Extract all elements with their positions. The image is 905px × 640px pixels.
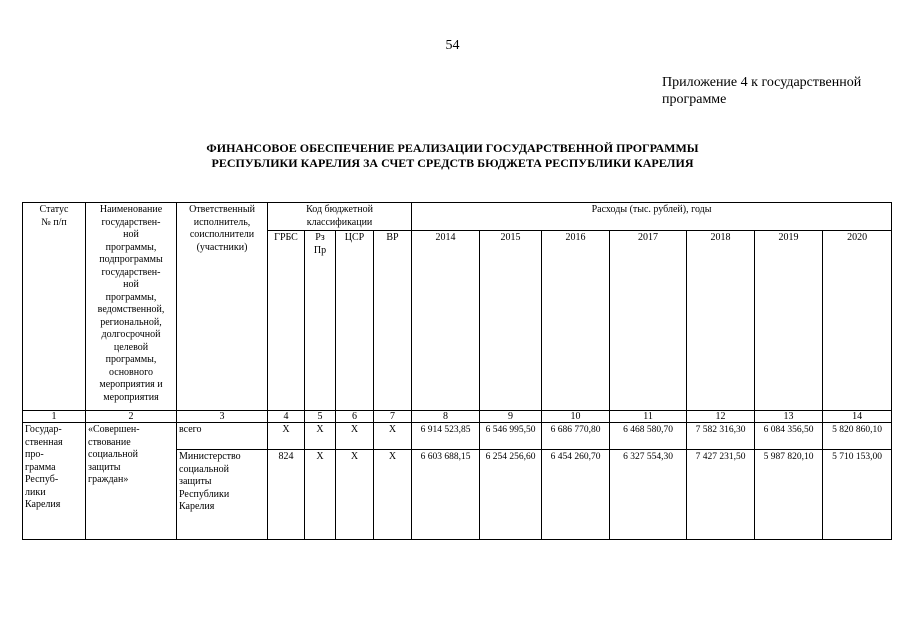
header-expenses: Расходы (тыс. рублей), годы [412, 203, 892, 231]
text-line: основного [109, 366, 153, 378]
text-line: государствен- [101, 266, 161, 278]
appendix-line: программе [662, 92, 727, 107]
text-line: мероприятия и [99, 379, 163, 390]
text-line: «Совершен- [88, 424, 140, 435]
document-title [0, 141, 905, 171]
text-line: программы, [105, 241, 157, 253]
column-number: 2 [86, 411, 177, 423]
text-line: защиты [88, 461, 121, 473]
header-csr: ЦСР [336, 231, 374, 411]
page-number: 54 [445, 38, 460, 53]
column-number-row [23, 411, 892, 423]
column-number: 8 [412, 411, 480, 423]
header-year: 2020 [823, 231, 892, 411]
appendix-line: Приложение 4 к государственной [662, 75, 862, 90]
header-status [23, 203, 86, 411]
code-csr: Х [336, 423, 374, 450]
text-line: государствен- [101, 216, 161, 228]
text-line: (участники) [196, 241, 248, 253]
column-number: 9 [480, 411, 542, 423]
header-year: 2014 [412, 231, 480, 411]
text-line: Государ- [25, 424, 62, 435]
code-rzpr: Х [305, 450, 336, 540]
header-row-top [23, 203, 892, 231]
column-number: 7 [374, 411, 412, 423]
text-line: программы, [105, 291, 157, 303]
program-name [86, 423, 177, 540]
text-line: социальной [88, 449, 138, 460]
text-line: региональной, [100, 316, 162, 328]
code-grbs: 824 [268, 450, 305, 540]
text-line: ведомственной, [97, 304, 165, 315]
header-year: 2015 [480, 231, 542, 411]
executor-cell [177, 423, 268, 450]
title-line: РЕСПУБЛИКИ КАРЕЛИЯ ЗА СЧЕТ СРЕДСТВ БЮДЖЕТА РЕСПУБЛИКИ КАРЕЛИЯ [211, 156, 694, 170]
column-number: 14 [823, 411, 892, 423]
text-line: соисполнители [189, 229, 255, 240]
text-line: Карелия [25, 499, 61, 510]
code-grbs: Х [268, 423, 305, 450]
column-number: 3 [177, 411, 268, 423]
code-vr: Х [374, 423, 412, 450]
header-rzpr [305, 231, 336, 411]
text-line: долгосрочной [101, 329, 161, 340]
header-budget-code [268, 203, 412, 231]
header-year: 2017 [610, 231, 687, 411]
text-line: Министерство [179, 451, 241, 462]
text-line: граждан» [88, 474, 129, 485]
column-number: 5 [305, 411, 336, 423]
text-line: Ответственный [189, 204, 255, 215]
column-number: 13 [755, 411, 823, 423]
financing-table [22, 202, 892, 540]
text-line: целевой [113, 341, 149, 353]
text-line: социальной [179, 463, 229, 475]
column-number: 1 [23, 411, 86, 423]
header-name [86, 203, 177, 411]
text-line: подпрограммы [99, 254, 163, 265]
text-line: классификации [306, 216, 373, 228]
text-line: Наименование [99, 204, 163, 215]
text-line: Код бюджетной [306, 204, 373, 215]
header-grbs: ГРБС [268, 231, 305, 411]
expense-value: 6 254 256,60 [480, 450, 542, 540]
text-line: Республики [179, 488, 230, 500]
expense-value: 5 710 153,00 [823, 450, 892, 540]
expense-value: 5 987 820,10 [755, 450, 823, 540]
text-line: Респуб- [25, 474, 59, 485]
expense-value: 6 454 260,70 [542, 450, 610, 540]
text-line: исполнитель, [193, 216, 251, 228]
header-vr: ВР [374, 231, 412, 411]
executor-cell [177, 450, 268, 540]
expense-value: 6 686 770,80 [542, 423, 610, 450]
expense-value: 7 582 316,30 [687, 423, 755, 450]
expense-value: 5 820 860,10 [823, 423, 892, 450]
header-year: 2016 [542, 231, 610, 411]
expense-value: 6 084 356,50 [755, 423, 823, 450]
expense-value: 7 427 231,50 [687, 450, 755, 540]
column-number: 11 [610, 411, 687, 423]
expense-value: 6 546 995,50 [480, 423, 542, 450]
code-rzpr: Х [305, 423, 336, 450]
text-line: грамма [25, 461, 56, 473]
text-line: всего [179, 424, 202, 435]
text-line: Карелия [179, 501, 215, 512]
text-line: лики [25, 486, 46, 498]
column-number: 4 [268, 411, 305, 423]
header-year: 2019 [755, 231, 823, 411]
text-line: № п/п [41, 216, 67, 228]
expense-value: 6 914 523,85 [412, 423, 480, 450]
text-line: Пр [313, 244, 327, 256]
program-status [23, 423, 86, 540]
expense-value: 6 603 688,15 [412, 450, 480, 540]
column-number: 10 [542, 411, 610, 423]
code-vr: Х [374, 450, 412, 540]
text-line: мероприятия [103, 391, 159, 403]
appendix-note [662, 74, 892, 108]
header-executor [177, 203, 268, 411]
text-line: ственная [25, 436, 63, 448]
column-number: 6 [336, 411, 374, 423]
text-line: защиты [179, 476, 212, 487]
text-line: ной [123, 279, 139, 290]
expense-value: 6 468 580,70 [610, 423, 687, 450]
expense-value: 6 327 554,30 [610, 450, 687, 540]
text-line: ной [123, 229, 139, 240]
text-line: Рз [315, 232, 325, 243]
text-line: про- [25, 449, 44, 460]
table-row-total [23, 423, 892, 450]
header-year: 2018 [687, 231, 755, 411]
title-line: ФИНАНСОВОЕ ОБЕСПЕЧЕНИЕ РЕАЛИЗАЦИИ ГОСУДАРСТВЕННОЙ ПРОГРАММЫ [206, 141, 699, 155]
text-line: программы, [105, 354, 157, 365]
text-line: Статус [39, 204, 69, 215]
column-number: 12 [687, 411, 755, 423]
text-line: ствование [88, 436, 131, 448]
code-csr: Х [336, 450, 374, 540]
